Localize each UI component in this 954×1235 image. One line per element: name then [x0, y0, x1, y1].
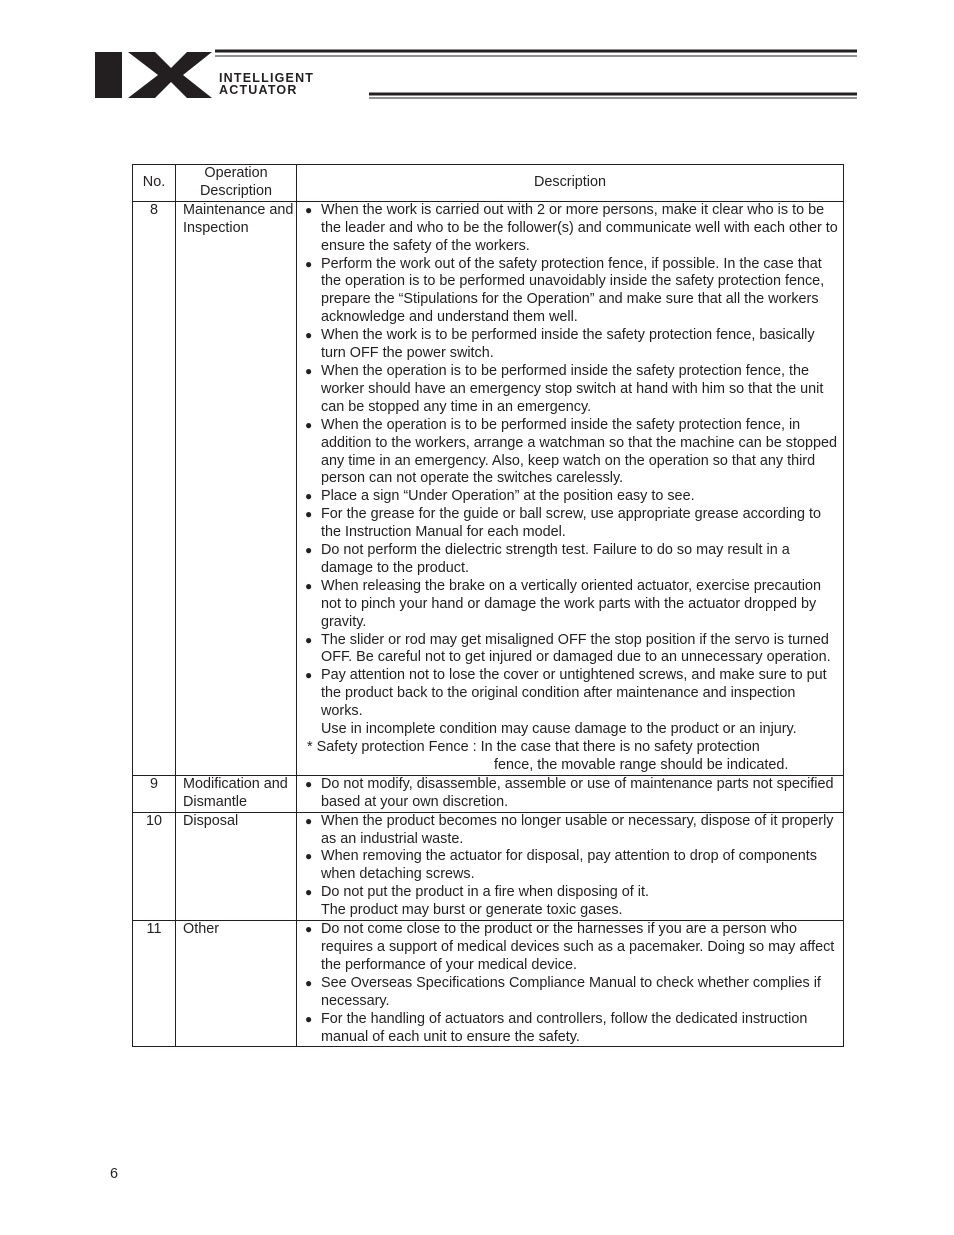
- list-item-text: For the grease for the guide or ball screw, use appropriate grease according to the Instruction Manual for each model.: [321, 506, 821, 541]
- logo-text-intelligent: INTELLIGENT: [219, 71, 315, 85]
- operation-name: Modification and Dismantle: [176, 775, 297, 812]
- list-item: [305, 921, 838, 975]
- bullet-icon: ●: [305, 776, 313, 791]
- list-item: [305, 667, 838, 721]
- list-item-text: Do not perform the dielectric strength test. Failure to do so may result in a damage to the product.: [321, 542, 790, 576]
- list-item: [305, 506, 838, 542]
- list-item-text: When the work is carried out with 2 or more persons, make it clear who is to be the leader and who to be the follower(s) and communicate well with each other to ensure the safety of the workers.: [321, 201, 838, 254]
- list-item: [305, 578, 838, 632]
- list-item: [305, 813, 838, 849]
- list-item: [305, 256, 838, 328]
- list-item: [305, 776, 838, 812]
- list-item-text: See Overseas Specifications Compliance Manual to check whether complies if necessary.: [321, 974, 821, 1009]
- column-header-no: No.: [133, 165, 176, 202]
- footnote-safety-fence-continued: fence, the movable range should be indicated.: [494, 756, 789, 773]
- page-number: 6: [110, 1166, 119, 1182]
- list-item-continuation: Use in incomplete condition may cause damage to the product or an injury.: [321, 721, 797, 738]
- company-logo: [95, 48, 860, 102]
- list-item-text: Pay attention not to lose the cover or untightened screws, and make sure to put the product back to the original condition after maintenance and inspection works.: [321, 667, 827, 720]
- list-item: [305, 542, 838, 578]
- description-cell: [297, 812, 844, 920]
- list-item-text: When removing the actuator for disposal, pay attention to drop of components when detaching screws.: [321, 848, 817, 883]
- row-number: 9: [133, 775, 176, 812]
- list-item: [305, 202, 838, 256]
- list-item: [305, 848, 838, 884]
- list-item-text: For the handling of actuators and controllers, follow the dedicated instruction manual of each unit to ensure the safety.: [321, 1010, 808, 1045]
- list-item-text: Do not modify, disassemble, assemble or use of maintenance parts not specified based at your own discretion.: [321, 775, 834, 810]
- bullet-icon: ●: [305, 578, 313, 593]
- list-item-text: Do not put the product in a fire when disposing of it.: [321, 884, 649, 901]
- list-item-text: Place a sign “Under Operation” at the position easy to see.: [321, 488, 695, 505]
- bullet-icon: ●: [305, 849, 313, 864]
- row-number: 8: [133, 201, 176, 775]
- list-item: [305, 632, 838, 668]
- description-cell: [297, 775, 844, 812]
- operation-name: Maintenance and Inspection: [176, 201, 297, 775]
- list-item: [305, 975, 838, 1011]
- bullet-icon: ●: [305, 202, 313, 217]
- bullet-icon: ●: [305, 1011, 313, 1026]
- operation-name: Disposal: [176, 812, 297, 920]
- logo-text-actuator: ACTUATOR: [219, 83, 298, 97]
- description-cell: [297, 921, 844, 1047]
- list-item: [305, 488, 838, 506]
- list-item: [305, 327, 838, 363]
- bullet-icon: ●: [305, 813, 313, 828]
- list-item: [305, 1011, 838, 1047]
- safety-operations-table: [132, 164, 844, 1047]
- table-row: [133, 921, 844, 1047]
- list-item-text: When the work is to be performed inside the safety protection fence, basically turn OFF the power switch.: [321, 327, 815, 362]
- bullet-icon: ●: [305, 489, 313, 504]
- list-item-text: Perform the work out of the safety protection fence, if possible. In the case that the operation is to be performed unavoidably inside the safety protection fence, prepare the “Stipulations for the Operation” and make sure that all the workers acknowledge and understand them well.: [321, 255, 825, 326]
- list-item-text: When releasing the brake on a vertically oriented actuator, exercise precaution not to pinch your hand or damage the work parts with the actuator dropped by gravity.: [321, 577, 821, 630]
- bullet-icon: ●: [305, 328, 313, 343]
- bullet-icon: ●: [305, 256, 313, 271]
- bullet-icon: ●: [305, 543, 313, 558]
- table-row: [133, 201, 844, 775]
- row-number: 11: [133, 921, 176, 1047]
- bullet-icon: ●: [305, 632, 313, 647]
- footnote-safety-fence: * Safety protection Fence : In the case that there is no safety protection: [307, 739, 760, 755]
- table-row: [133, 812, 844, 920]
- bullet-icon: ●: [305, 363, 313, 378]
- bullet-icon: ●: [305, 417, 313, 432]
- list-item: [305, 417, 838, 489]
- column-header-operation: Operation Description: [176, 165, 297, 202]
- list-item: [305, 363, 838, 417]
- operation-name: Other: [176, 921, 297, 1047]
- list-item-text: Do not come close to the product or the harnesses if you are a person who requires a support of medical devices such as a pacemaker. Doing so may affect the performance of your medical device.: [321, 921, 835, 973]
- bullet-icon: ●: [305, 885, 313, 900]
- description-cell: [297, 201, 844, 775]
- column-header-description: Description: [297, 165, 844, 202]
- bullet-icon: ●: [305, 668, 313, 683]
- row-number: 10: [133, 812, 176, 920]
- list-item-continuation: The product may burst or generate toxic gases.: [321, 902, 623, 919]
- ix-logo-icon: [95, 48, 860, 102]
- table-header-row: [133, 165, 844, 202]
- bullet-icon: ●: [305, 975, 313, 990]
- list-item-text: The slider or rod may get misaligned OFF the stop position if the servo is turned OFF. Be careful not to get injured or damaged due to an unnecessary operation.: [321, 631, 831, 666]
- list-item: [305, 884, 838, 902]
- table-row: [133, 775, 844, 812]
- list-item-text: When the operation is to be performed inside the safety protection fence, in addition to the workers, arrange a watchman so that the machine can be stopped any time in an emergency. Also, keep watch on the operation so that any third person can not operate the switches carelessly.: [321, 416, 837, 487]
- list-item-text: When the product becomes no longer usable or necessary, dispose of it properly as an industrial waste.: [321, 812, 834, 847]
- bullet-icon: ●: [305, 507, 313, 522]
- bullet-icon: ●: [305, 922, 313, 937]
- list-item-text: When the operation is to be performed inside the safety protection fence, the worker should have an emergency stop switch at hand with him so that the unit can be stopped any time in an emergency.: [321, 362, 824, 415]
